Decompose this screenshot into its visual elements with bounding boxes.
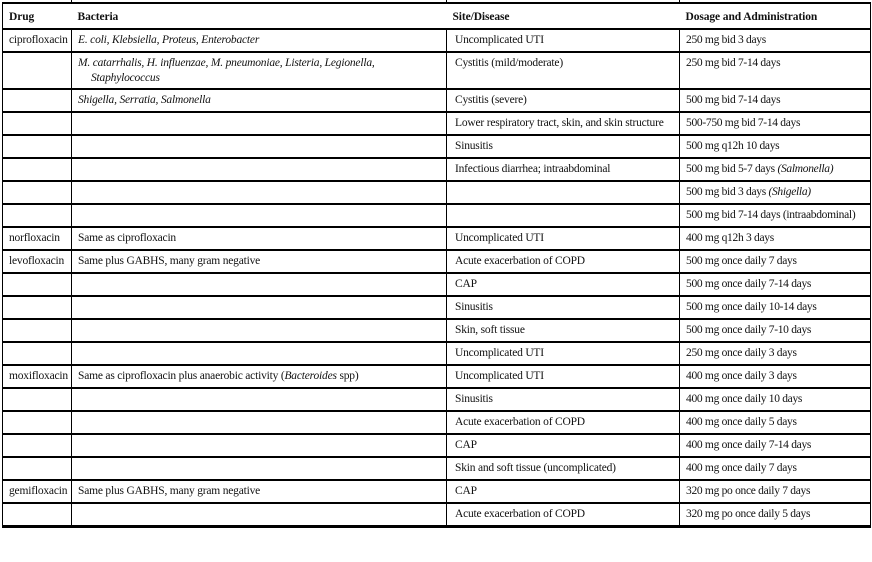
bacteria-cell (72, 434, 447, 457)
table-row (3, 365, 871, 388)
cell-text (455, 346, 675, 361)
dosage-cell (680, 181, 871, 204)
table-row (3, 342, 871, 365)
drug-cell (3, 181, 72, 204)
site-cell (447, 388, 680, 411)
text-run: CAP (455, 278, 477, 290)
text-run: Uncomplicated UTI (455, 347, 544, 359)
text-run: Uncomplicated UTI (455, 370, 544, 382)
table-row (3, 227, 871, 250)
cell-text (686, 461, 866, 476)
table-row (3, 181, 871, 204)
text-run: Uncomplicated UTI (455, 232, 544, 244)
site-cell (447, 434, 680, 457)
cell-text (455, 484, 675, 499)
cell-text (455, 116, 675, 131)
cell-text (455, 277, 675, 292)
fluoroquinolone-dosing-table (2, 2, 871, 528)
text-run: 400 mg once daily 7 days (686, 462, 797, 474)
drug-cell (3, 158, 72, 181)
cell-text (686, 300, 866, 315)
text-run: Cystitis (severe) (455, 94, 527, 106)
site-cell (447, 457, 680, 480)
text-run: 500 mg once daily 10-14 days (686, 301, 817, 313)
cell-text (686, 208, 866, 223)
dosage-cell (680, 388, 871, 411)
text-run: Sinusitis (455, 140, 493, 152)
cell-text (686, 185, 866, 200)
bacteria-cell (72, 388, 447, 411)
text-run: ciprofloxacin (9, 34, 68, 46)
cell-text (9, 231, 67, 246)
text-run: Lower respiratory tract, skin, and skin structure (455, 117, 664, 129)
bacteria-cell (72, 181, 447, 204)
site-cell (447, 204, 680, 227)
dosage-cell (680, 296, 871, 319)
bacteria-cell (72, 319, 447, 342)
cell-text (686, 254, 866, 269)
site-cell (447, 365, 680, 388)
table-row (3, 89, 871, 112)
site-cell (447, 181, 680, 204)
text-run: 400 mg q12h 3 days (686, 232, 774, 244)
text-run: 500 mg once daily 7-14 days (686, 278, 812, 290)
site-cell (447, 112, 680, 135)
cell-text (455, 33, 675, 48)
bacteria-cell (72, 250, 447, 273)
text-run: Acute exacerbation of COPD (455, 508, 585, 520)
cell-text (455, 254, 675, 269)
site-cell (447, 342, 680, 365)
dosage-cell (680, 365, 871, 388)
bacteria-cell (72, 204, 447, 227)
dosage-cell (680, 457, 871, 480)
cell-text (686, 415, 866, 430)
dosage-cell (680, 227, 871, 250)
cell-text (455, 507, 675, 522)
cell-text (686, 323, 866, 338)
cell-text (686, 277, 866, 292)
cell-text (455, 231, 675, 246)
cell-text (686, 231, 866, 246)
text-run: 500 mg once daily 7-10 days (686, 324, 812, 336)
table-row (3, 319, 871, 342)
text-run: CAP (455, 439, 477, 451)
text-run: 250 mg bid 3 days (686, 34, 766, 46)
text-run: 500 mg bid 3 days (686, 186, 769, 198)
text-run: Skin, soft tissue (455, 324, 525, 336)
cell-text (686, 484, 866, 499)
drug-cell (3, 388, 72, 411)
table-row (3, 158, 871, 181)
drug-cell (3, 457, 72, 480)
table-row (3, 503, 871, 527)
text-run: 500 mg bid 5-7 days (686, 163, 778, 175)
text-run: spp) (336, 370, 359, 382)
text-run: Skin and soft tissue (uncomplicated) (455, 462, 616, 474)
bacteria-cell (72, 273, 447, 296)
table-row (3, 457, 871, 480)
drug-cell (3, 434, 72, 457)
table-row (3, 388, 871, 411)
table-row (3, 480, 871, 503)
cell-text (9, 369, 67, 384)
cell-text (455, 139, 675, 154)
site-cell (447, 135, 680, 158)
text-run: Acute exacerbation of COPD (455, 416, 585, 428)
text-run: 400 mg once daily 3 days (686, 370, 797, 382)
text-run: Same plus GABHS, many gram negative (78, 485, 261, 497)
site-cell (447, 89, 680, 112)
site-cell (447, 411, 680, 434)
text-run: CAP (455, 485, 477, 497)
cell-text (78, 231, 442, 246)
text-run: Infectious diarrhea; intraabdominal (455, 163, 611, 175)
cell-text (686, 56, 866, 71)
column-header-site-disease: Site/Disease (447, 3, 680, 29)
text-run: 400 mg once daily 7-14 days (686, 439, 812, 451)
site-cell (447, 52, 680, 89)
cell-text (686, 93, 866, 108)
cell-text (686, 507, 866, 522)
cell-text (455, 415, 675, 430)
dosage-cell (680, 52, 871, 89)
text-run: 500 mg bid 7-14 days (intraabdominal) (686, 209, 856, 221)
bacteria-cell (72, 52, 447, 89)
dosage-cell (680, 89, 871, 112)
drug-cell (3, 112, 72, 135)
italic-species-text: Bacteroides (284, 370, 337, 382)
dosage-cell (680, 319, 871, 342)
site-cell (447, 227, 680, 250)
bacteria-cell (72, 411, 447, 434)
site-cell (447, 480, 680, 503)
bacteria-cell (72, 365, 447, 388)
cell-text (686, 116, 866, 131)
column-header-dosage: Dosage and Administration (680, 3, 871, 29)
text-run: 320 mg po once daily 7 days (686, 485, 811, 497)
bacteria-cell (72, 342, 447, 365)
cell-text (686, 392, 866, 407)
table-row (3, 29, 871, 52)
cell-text (78, 254, 442, 269)
dosage-cell (680, 158, 871, 181)
italic-species-text: E. coli, Klebsiella, Proteus, Enterobacter (78, 34, 260, 46)
bacteria-cell (72, 158, 447, 181)
cell-text (455, 461, 675, 476)
table-row (3, 250, 871, 273)
column-header-bacteria: Bacteria (72, 3, 447, 29)
table-row (3, 204, 871, 227)
cell-text (9, 254, 67, 269)
dosage-cell (680, 250, 871, 273)
cell-text (78, 56, 442, 86)
text-run: 400 mg once daily 5 days (686, 416, 797, 428)
bacteria-cell (72, 29, 447, 52)
italic-species-text: (Shigella) (768, 186, 811, 198)
cell-text (455, 162, 675, 177)
cell-text (455, 93, 675, 108)
site-cell (447, 319, 680, 342)
text-run: levofloxacin (9, 255, 65, 267)
table-row (3, 52, 871, 89)
text-run: 500-750 mg bid 7-14 days (686, 117, 801, 129)
drug-cell (3, 52, 72, 89)
dosage-cell (680, 503, 871, 527)
drug-cell (3, 365, 72, 388)
site-cell (447, 158, 680, 181)
text-run: 250 mg bid 7-14 days (686, 57, 781, 69)
site-cell (447, 503, 680, 527)
text-run: Uncomplicated UTI (455, 34, 544, 46)
cell-text (455, 438, 675, 453)
cell-text (686, 438, 866, 453)
drug-cell (3, 227, 72, 250)
cell-text (9, 33, 67, 48)
drug-cell (3, 89, 72, 112)
text-run: Same as ciprofloxacin (78, 232, 176, 244)
text-run: 250 mg once daily 3 days (686, 347, 797, 359)
drug-cell (3, 411, 72, 434)
cell-text (78, 33, 442, 48)
table-body (3, 29, 871, 527)
bacteria-cell (72, 503, 447, 527)
site-cell (447, 273, 680, 296)
text-run: 500 mg bid 7-14 days (686, 94, 781, 106)
cell-text (455, 56, 675, 71)
site-cell (447, 250, 680, 273)
text-run: Cystitis (mild/moderate) (455, 57, 563, 69)
text-run: 500 mg once daily 7 days (686, 255, 797, 267)
bacteria-cell (72, 227, 447, 250)
cell-text (455, 323, 675, 338)
site-cell (447, 296, 680, 319)
table-row (3, 273, 871, 296)
cell-text (455, 392, 675, 407)
bacteria-cell (72, 89, 447, 112)
text-run: gemifloxacin (9, 485, 68, 497)
bacteria-cell (72, 135, 447, 158)
table-row (3, 112, 871, 135)
site-cell (447, 29, 680, 52)
bacteria-cell (72, 457, 447, 480)
dosage-cell (680, 29, 871, 52)
drug-cell (3, 29, 72, 52)
italic-species-text: M. catarrhalis, H. influenzae, M. pneumoniae, Listeria, Legionella, Staphylococcus (78, 57, 375, 84)
drug-cell (3, 273, 72, 296)
text-run: 320 mg po once daily 5 days (686, 508, 811, 520)
text-run: Same plus GABHS, many gram negative (78, 255, 261, 267)
table-row (3, 434, 871, 457)
drug-cell (3, 250, 72, 273)
table-row (3, 135, 871, 158)
italic-species-text: (Salmonella) (777, 163, 834, 175)
column-header-drug: Drug (3, 3, 72, 29)
table-row (3, 296, 871, 319)
dosage-cell (680, 342, 871, 365)
cell-text (686, 162, 866, 177)
text-run: Same as ciprofloxacin plus anaerobic activity ( (78, 370, 285, 382)
drug-cell (3, 342, 72, 365)
cell-text (78, 484, 442, 499)
text-run: 500 mg q12h 10 days (686, 140, 780, 152)
cell-text (78, 93, 442, 108)
drug-cell (3, 204, 72, 227)
bacteria-cell (72, 480, 447, 503)
table-row (3, 411, 871, 434)
text-run: moxifloxacin (9, 370, 68, 382)
drug-cell (3, 319, 72, 342)
drug-cell (3, 135, 72, 158)
cell-text (686, 139, 866, 154)
cell-text (686, 33, 866, 48)
italic-species-text: Shigella, Serratia, Salmonella (78, 94, 211, 106)
text-run: Acute exacerbation of COPD (455, 255, 585, 267)
drug-cell (3, 296, 72, 319)
dosage-cell (680, 112, 871, 135)
dosage-cell (680, 480, 871, 503)
text-run: 400 mg once daily 10 days (686, 393, 803, 405)
dosage-cell (680, 411, 871, 434)
cell-text (78, 369, 442, 384)
text-run: Sinusitis (455, 301, 493, 313)
cell-text (455, 300, 675, 315)
drug-cell (3, 503, 72, 527)
dosage-cell (680, 204, 871, 227)
dosage-cell (680, 273, 871, 296)
cell-text (686, 369, 866, 384)
text-run: Sinusitis (455, 393, 493, 405)
bacteria-cell (72, 296, 447, 319)
dosage-cell (680, 434, 871, 457)
cell-text (455, 369, 675, 384)
header-row (3, 3, 871, 29)
text-run: norfloxacin (9, 232, 60, 244)
cell-text (9, 484, 67, 499)
dosage-cell (680, 135, 871, 158)
drug-cell (3, 480, 72, 503)
bacteria-cell (72, 112, 447, 135)
cell-text (686, 346, 866, 361)
